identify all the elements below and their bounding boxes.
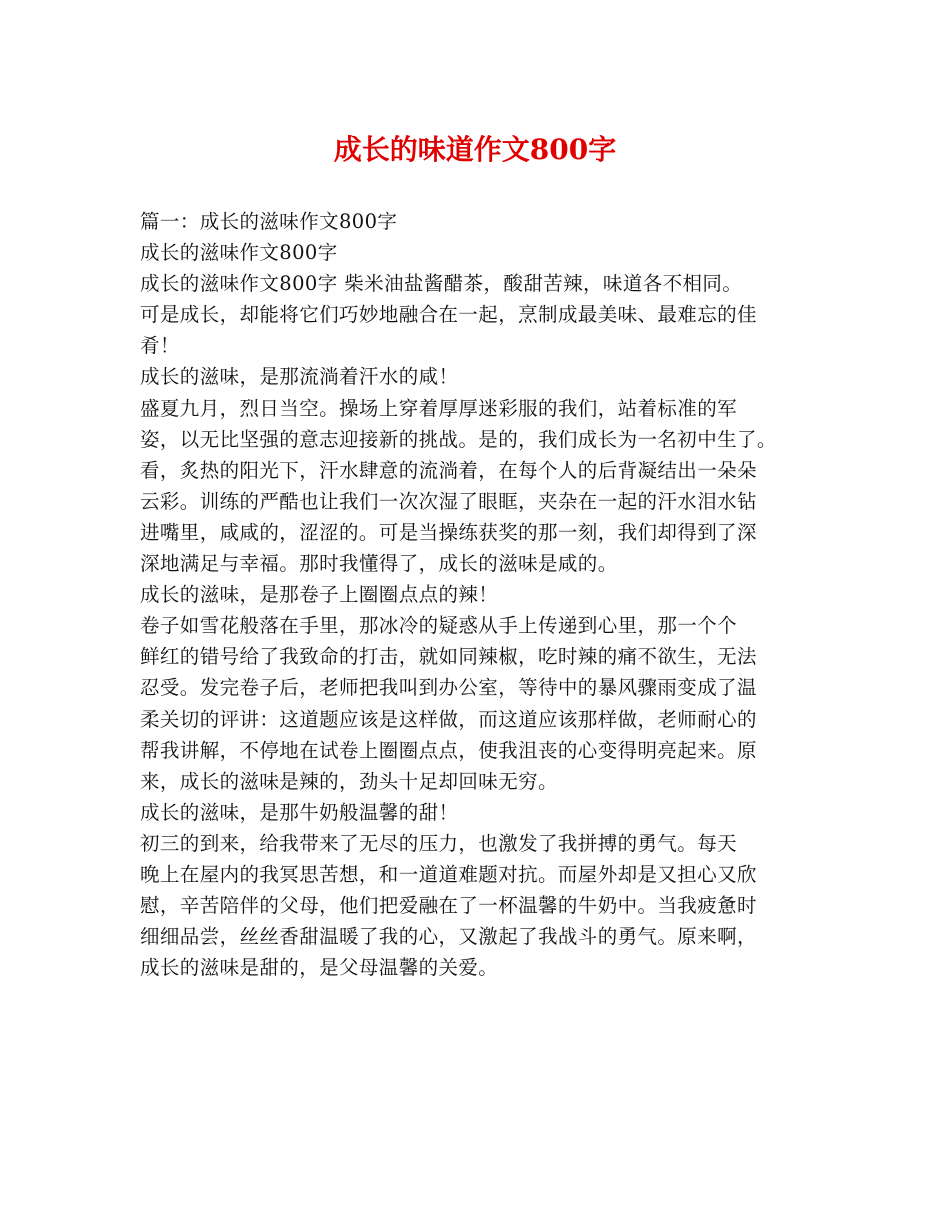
text-line: 成长的滋味是甜的，是父母温馨的关爱。 xyxy=(140,956,499,980)
text-line: 慰，辛苦陪伴的父母，他们把爱融在了一杯温馨的牛奶中。当我疲惫时 xyxy=(140,894,757,918)
text-line: 柔关切的评讲：这道题应该是这样做，而这道应该那样做，老师耐心的 xyxy=(140,707,757,731)
text-line: 成长的滋味，是那流淌着汗水的咸！ xyxy=(140,365,459,389)
text-line: 姿，以无比坚强的意志迎接新的挑战。是的，我们成长为一名初中生了。 xyxy=(140,427,777,451)
text-line: 成长的滋味作文800字 柴米油盐酱醋茶，酸甜苦辣，味道各不相同。 xyxy=(140,272,743,296)
text-line: 鲜红的错号给了我致命的打击，就如同辣椒，吃时辣的痛不欲生，无法 xyxy=(140,645,757,669)
document-title: 成长的味道作文800字 xyxy=(333,133,617,166)
text-line: 云彩。训练的严酷也让我们一次次湿了眼眶，夹杂在一起的汗水泪水钻 xyxy=(140,489,757,513)
text-line: 成长的滋味作文800字 xyxy=(140,241,338,265)
text-line: 忍受。发完卷子后，老师把我叫到办公室，等待中的暴风骤雨变成了温 xyxy=(140,676,757,700)
text-line: 晚上在屋内的我冥思苦想，和一道道难题对抗。而屋外却是又担心又欣 xyxy=(140,862,757,886)
text-line: 肴！ xyxy=(140,334,180,358)
text-line: 可是成长，却能将它们巧妙地融合在一起，烹制成最美味、最难忘的佳 xyxy=(140,303,757,327)
text-line: 深地满足与幸福。那时我懂得了，成长的滋味是咸的。 xyxy=(140,552,618,576)
text-line: 进嘴里，咸咸的，涩涩的。可是当操练获奖的那一刻，我们却得到了深 xyxy=(140,520,757,544)
text-line: 卷子如雪花般落在手里，那冰冷的疑惑从手上传递到心里，那一个个 xyxy=(140,614,738,638)
text-line: 成长的滋味，是那牛奶般温馨的甜！ xyxy=(140,800,459,824)
text-line: 来，成长的滋味是辣的，劲头十足却回味无穷。 xyxy=(140,769,558,793)
text-line: 细细品尝，丝丝香甜温暖了我的心，又激起了我战斗的勇气。原来啊， xyxy=(140,925,757,949)
text-line: 成长的滋味，是那卷子上圈圈点点的辣！ xyxy=(140,583,499,607)
text-line: 盛夏九月，烈日当空。操场上穿着厚厚迷彩服的我们，站着标准的军 xyxy=(140,396,738,420)
text-line: 篇一：成长的滋味作文800字 xyxy=(140,210,398,233)
text-line: 帮我讲解，不停地在试卷上圈圈点点，使我沮丧的心变得明亮起来。原 xyxy=(140,738,757,762)
text-line: 初三的到来，给我带来了无尽的压力，也激发了我拼搏的勇气。每天 xyxy=(140,831,738,855)
document-body xyxy=(140,206,840,983)
text-line: 看，炙热的阳光下，汗水肆意的流淌着，在每个人的后背凝结出一朵朵 xyxy=(140,458,757,482)
